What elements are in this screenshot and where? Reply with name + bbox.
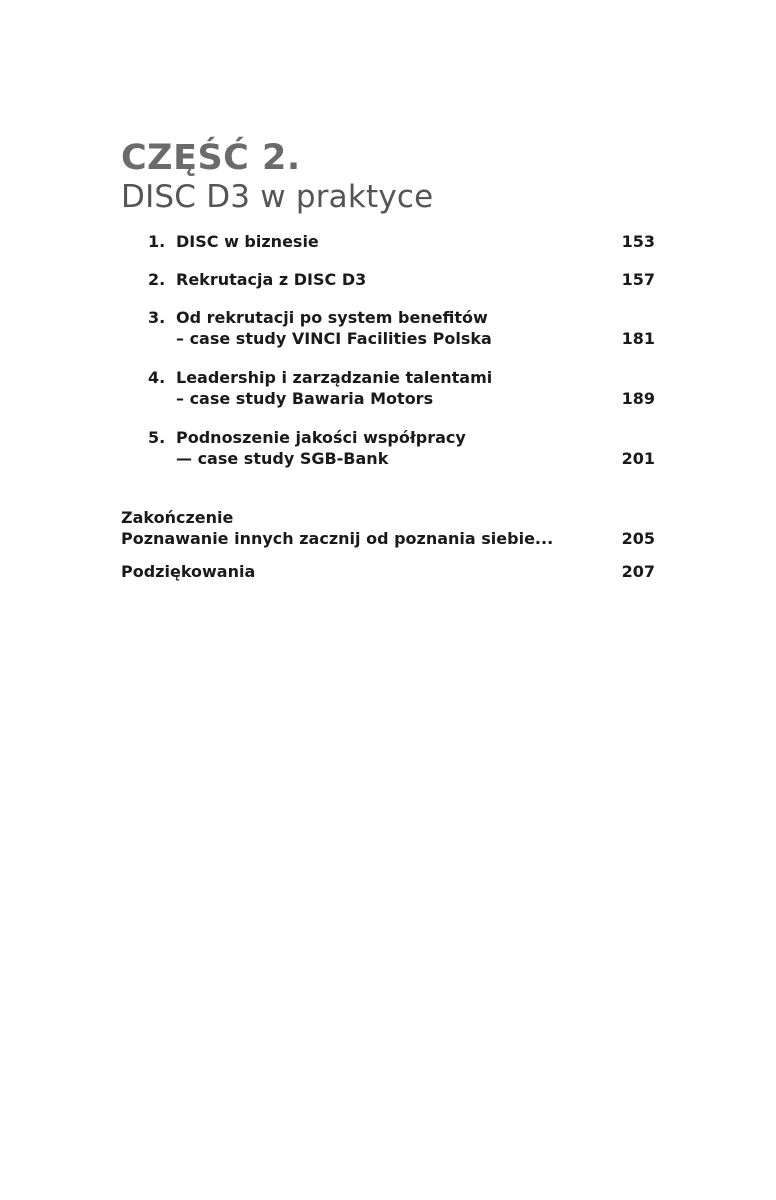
page-number: 157 — [621, 270, 655, 289]
chapter-number: 1. — [148, 232, 166, 251]
chapter-title: DISC w biznesie — [176, 232, 319, 251]
part-title: DISC D3 w praktyce — [121, 179, 434, 215]
section-title: Podziękowania — [121, 562, 256, 581]
chapter-subtitle: — case study SGB-Bank — [176, 449, 389, 468]
page-number: 181 — [621, 329, 655, 348]
chapter-subtitle: – case study VINCI Facilities Polska — [176, 329, 492, 348]
chapter-number: 2. — [148, 270, 166, 289]
chapter-number: 4. — [148, 368, 166, 387]
chapter-subtitle: – case study Bawaria Motors — [176, 389, 434, 408]
page-number: 201 — [621, 449, 655, 468]
chapter-title: Rekrutacja z DISC D3 — [176, 270, 367, 289]
chapter-title: Od rekrutacji po system benefitów — [176, 308, 488, 327]
chapter-number: 3. — [148, 308, 166, 327]
part-label: CZĘŚĆ 2. — [121, 138, 301, 178]
chapter-title: Leadership i zarządzanie talentami — [176, 368, 493, 387]
page-number: 189 — [621, 389, 655, 408]
chapter-number: 5. — [148, 428, 166, 447]
page-number: 153 — [621, 232, 655, 251]
page-number: 207 — [621, 562, 655, 581]
chapter-title: Podnoszenie jakości współpracy — [176, 428, 466, 447]
section-title: Zakończenie — [121, 508, 234, 527]
section-subtitle: Poznawanie innych zacznij od poznania siebie... — [121, 529, 554, 548]
page-number: 205 — [621, 529, 655, 548]
